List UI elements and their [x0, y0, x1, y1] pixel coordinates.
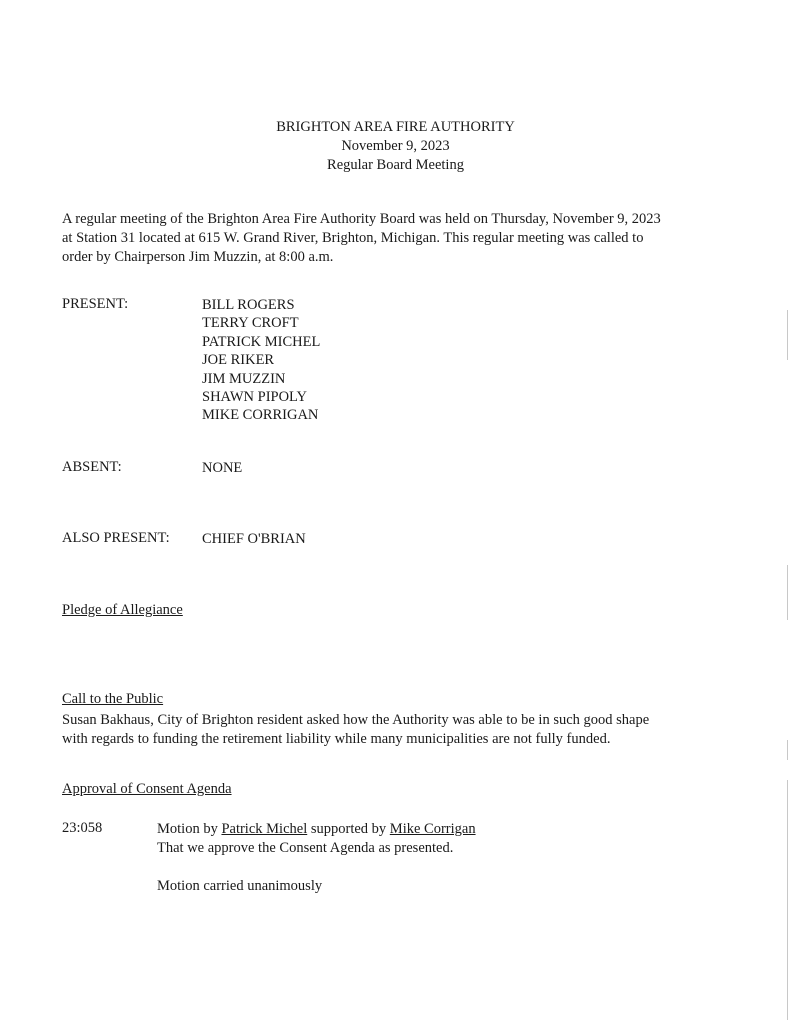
call-to-public-text: [62, 711, 649, 749]
motion-result: Motion carried unanimously: [157, 878, 323, 894]
motion-body: [157, 820, 476, 896]
member-name: TERRY CROFT: [202, 315, 299, 332]
scan-margin-mark: [787, 740, 788, 760]
member-name: JIM MUZZIN: [202, 370, 286, 387]
meeting-type: Regular Board Meeting: [327, 157, 464, 173]
absent-value: NONE: [202, 460, 243, 476]
member-name: PATRICK MICHEL: [202, 333, 321, 350]
pledge-heading: Pledge of Allegiance: [62, 602, 183, 618]
also-present-label: ALSO PRESENT:: [62, 530, 170, 546]
member-name: SHAWN PIPOLY: [202, 389, 307, 406]
member-name: BILL ROGERS: [202, 297, 295, 313]
intro-line: order by Chairperson Jim Muzzin, at 8:00 a.m.: [62, 249, 334, 265]
scan-margin-mark: [787, 565, 788, 620]
motion-middle: supported by: [307, 821, 390, 837]
motion-text: That we approve the Consent Agenda as presented.: [157, 840, 454, 856]
also-present-value: CHIEF O'BRIAN: [202, 531, 306, 547]
intro-line: A regular meeting of the Brighton Area Fire Authority Board was held on Thursday, November 9, 2023: [62, 211, 661, 227]
present-members: [202, 296, 320, 425]
absent-label: ABSENT:: [62, 459, 122, 475]
intro-line: at Station 31 located at 615 W. Grand River, Brighton, Michigan. This regular meeting was called to: [62, 230, 644, 246]
motion-line: [157, 820, 476, 839]
intro-paragraph: [62, 210, 722, 267]
present-label: PRESENT:: [62, 296, 129, 312]
call-to-public-heading: Call to the Public: [62, 691, 164, 707]
document-header: [0, 118, 791, 175]
scan-margin-mark: [787, 780, 788, 1020]
motion-prefix: Motion by: [157, 821, 222, 837]
motion-spacer: [157, 858, 476, 877]
member-name: JOE RIKER: [202, 352, 275, 369]
consent-agenda-heading: Approval of Consent Agenda: [62, 781, 232, 797]
scan-margin-mark: [787, 310, 788, 360]
member-name: MIKE CORRIGAN: [202, 407, 319, 424]
public-comment-line: with regards to funding the retirement liability while many municipalities are not fully funded.: [62, 731, 611, 747]
motion-mover: Patrick Michel: [221, 821, 308, 837]
meeting-date: November 9, 2023: [341, 138, 450, 154]
motion-supporter: Mike Corrigan: [389, 821, 476, 837]
public-comment-line: Susan Bakhaus, City of Brighton resident asked how the Authority was able to be in such good shape: [62, 712, 650, 728]
motion-number: 23:058: [62, 820, 103, 836]
organization-title: BRIGHTON AREA FIRE AUTHORITY: [276, 119, 515, 135]
